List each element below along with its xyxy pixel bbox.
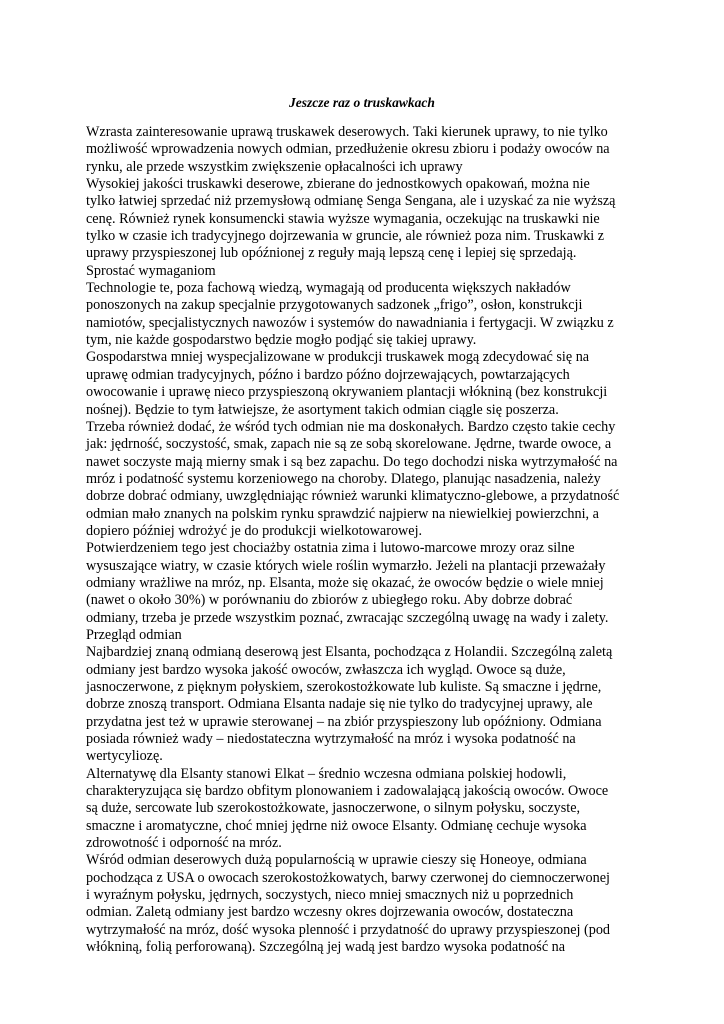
text-line: Gospodarstwa mniej wyspecjalizowane w produkcji truskawek mogą zdecydować się na <box>86 349 590 366</box>
text-line: wytrzymałość na mróz, dość wysoka plenność i przydatność do uprawy przyspieszonej (pod <box>86 921 611 938</box>
text-line: dopiero później wdrożyć je do produkcji wielkotowarowej. <box>86 522 423 539</box>
text-line: rynku, ale przede wszystkim zwiększenie opłacalności ich uprawy <box>86 158 463 175</box>
text-line: pochodząca z USA o owocach szerokostożkowatych, barwy czerwonej do ciemnoczerwonej <box>86 869 610 886</box>
text-line: odmiany jest bardzo wysoka jakość owoców, zwłaszcza ich wygląd. Owoce są duże, <box>86 661 566 678</box>
text-line: są duże, sercowate lub szerokostożkowate, jasnoczerwone, o silnym połysku, soczyste, <box>86 800 581 817</box>
text-line: wertycyliozę. <box>86 748 163 765</box>
text-line: cenę. Również rynek konsumencki stawia wyższe wymagania, oczekując na truskawki nie <box>86 210 600 227</box>
text-line: ponoszonych na zakup specjalnie przygotowanych sadzonek „frigo”, osłon, konstrukcji <box>86 297 583 314</box>
text-line: tym, nie każde gospodarstwo będzie mogło podjąć się takiej uprawy. <box>86 332 477 349</box>
text-line: Potwierdzeniem tego jest chociażby ostatnia zima i lutowo-marcowe mrozy oraz silne <box>86 540 575 557</box>
text-line: Sprostać wymaganiom <box>86 262 216 279</box>
document-title: Jeszcze raz o truskawkach <box>289 95 435 110</box>
text-line: (nawet o około 30%) w porównaniu do zbiorów z ubiegłego roku. Aby dobrze dobrać <box>86 592 573 609</box>
text-line: odmian. Zaletą odmiany jest bardzo wczesny okres dojrzewania owoców, dostateczna <box>86 904 574 921</box>
text-line: Trzeba również dodać, że wśród tych odmian nie ma doskonałych. Bardzo często takie cechy <box>86 418 616 435</box>
text-line: Wzrasta zainteresowanie uprawą truskawek deserowych. Taki kierunek uprawy, to nie tylko <box>86 124 608 140</box>
text-line: Wśród odmian deserowych dużą popularnością w uprawie cieszy się Honeoye, odmiana <box>86 852 587 869</box>
text-line: nośnej). Będzie to tym łatwiejsze, że asortyment takich odmian ciągle się poszerza. <box>86 401 559 418</box>
text-line: jasnoczerwone, z pięknym połyskiem, szerokostożkowate lub kuliste. Są smaczne i jędrne, <box>86 679 602 695</box>
text-line: Wysokiej jakości truskawki deserowe, zbierane do jednostkowych opakowań, można nie <box>86 176 590 193</box>
text-line: tylko w czasie ich tradycyjnego dojrzewania w gruncie, ale również poza nim. Truskawki z <box>86 228 605 245</box>
text-line: uprawy przyspieszonej lub opóźnionej z reguły mają lepszą cenę i lepiej się sprzedają. <box>86 245 577 262</box>
text-line: i wyraźnym połysku, jędrnych, soczystych, nieco mniej smacznych niż u poprzednich <box>86 887 574 904</box>
text-line: Alternatywę dla Elsanty stanowi Elkat – średnio wczesna odmiana polskiej hodowli, <box>86 765 567 782</box>
text-line: odmian mało znanych na polskim rynku sprawdzić najpierw na niewielkiej powierzchni, a <box>86 505 599 522</box>
text-line: smaczne i aromatyczne, choć mniej jędrne niż owoce Elsanty. Odmianę cechuje wysoka <box>86 817 587 834</box>
text-line: Przegląd odmian <box>86 626 182 643</box>
text-line: posiada również wady – niedostateczna wytrzymałość na mróz i wysoka podatność na <box>86 731 576 748</box>
text-line: mróz i podatność systemu korzeniowego na choroby. Dlatego, planując nasadzenia, należy <box>86 470 601 487</box>
text-line: odmiany, trzeba je przede wszystkim poznać, zwracając szczególną uwagę na wady i zalety. <box>86 609 609 626</box>
text-line: odmiany wrażliwe na mróz, np. Elsanta, może się okazać, że owoców będzie o wiele mniej <box>86 574 604 591</box>
text-line: tylko łatwiej sprzedać niż przemysłową odmianę Senga Sengana, ale i uzyskać za nie wyższą <box>86 193 616 210</box>
text-line: dobrze dobrać odmiany, uwzględniając również warunki klimatyczno-glebowe, a przydatność <box>86 488 620 505</box>
text-line: charakteryzująca się bardzo obfitym plonowaniem i zadowalającą jakością owoców. Owoce <box>86 783 609 800</box>
text-line: możliwość wprowadzenia nowych odmian, przedłużenie okresu zbioru i podaży owoców na <box>86 141 610 158</box>
text-line: wysuszające wiatry, w czasie których wiele roślin wymarzło. Jeżeli na plantacji przeważały <box>86 557 606 574</box>
text-line: Technologie te, poza fachową wiedzą, wymagają od producenta większych nakładów <box>86 280 571 297</box>
text-line: zdrowotność i odporność na mróz. <box>86 835 282 852</box>
text-line: owocowanie i uprawę nieco przyspieszoną okrywaniem plantacji włókniną (bez konstrukcji <box>86 384 608 401</box>
text-line: namiotów, specjalistycznych nawozów i systemów do nawadniania i fertygacji. W związku z <box>86 314 614 331</box>
text-line: nawet soczyste mają mierny smak i są bez zapachu. Do tego dochodzi niska wytrzymałość na <box>86 453 618 470</box>
text-line: jak: jędrność, soczystość, smak, zapach nie są ze sobą skorelowane. Jędrne, twarde owoce, a <box>86 436 612 453</box>
text-line: przydatna jest też w uprawie sterowanej – na zbiór przyspieszony lub opóźniony. Odmiana <box>86 713 602 730</box>
text-line: włókniną, folią perforowaną). Szczególną jej wadą jest bardzo wysoka podatność na <box>86 939 566 956</box>
text-line: uprawę odmian tradycyjnych, późno i bardzo późno dojrzewających, powtarzających <box>86 366 570 383</box>
text-line: Najbardziej znaną odmianą deserową jest Elsanta, pochodząca z Holandii. Szczególną zaletą <box>86 644 613 661</box>
document-body <box>86 124 646 957</box>
text-line: dobrze znoszą transport. Odmiana Elsanta nadaje się nie tylko do tradycyjnej uprawy, ale <box>86 696 593 713</box>
